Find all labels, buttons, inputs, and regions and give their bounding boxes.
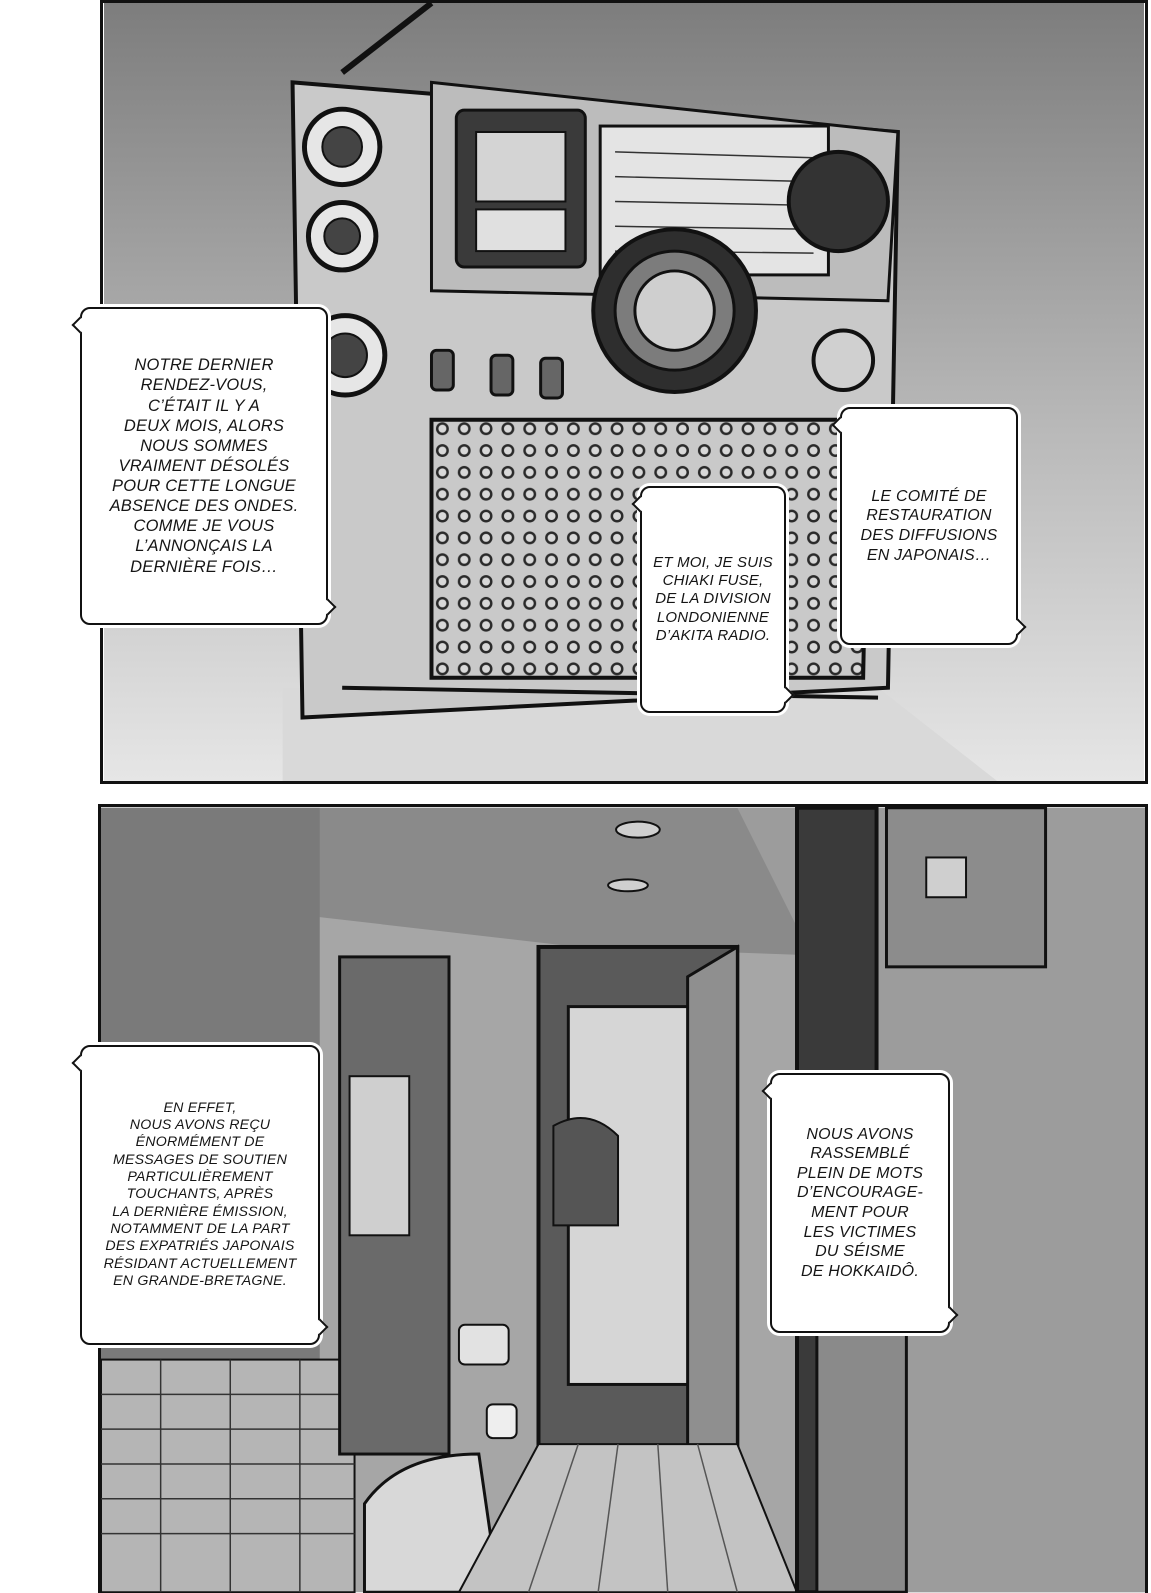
bubble-text: NOTRE DERNIER RENDEZ-VOUS, C’ÉTAIT IL Y A DEUX MOIS, ALORS NOUS SOMMES VRAIMENT DÉSOLÉS POUR CETTE LONGUE ABSENCE DES ONDES. COMME JE VOUS L’ANNONÇAIS LA DERNIÈRE FOIS… [109,356,299,576]
speech-bubble-support-messages [80,1045,320,1345]
bubble-text: NOUS AVONS RASSEMBLÉ PLEIN DE MOTS D’ENCOURAGE- MENT POUR LES VICTIMES DU SÉISME DE HOKKAIDÔ. [796,1125,924,1280]
bubble-text: EN EFFET, NOUS AVONS REÇU ÉNORMÉMENT DE MESSAGES DE SOUTIEN PARTICULIÈREMENT TOUCHANTS, APRÈS LA DERNIÈRE ÉMISSION, NOTAMMENT DE LA PART DES EXPATRIÉS JAPONAIS RÉSIDANT ACTUELLEMENT EN GRANDE-BRETAGNE. [103,1099,297,1289]
speech-bubble-committee [840,407,1018,645]
speech-bubble-encouragement [770,1073,950,1333]
tile-wall [101,1360,355,1593]
radio-body [293,82,898,717]
speech-bubble-last-meeting [80,307,328,625]
speech-bubble-chiaki-fuse [640,486,786,713]
bubble-text: LE COMITÉ DE RESTAURATION DES DIFFUSIONS EN JAPONAIS… [860,487,998,564]
bubble-text: ET MOI, JE SUIS CHIAKI FUSE, DE LA DIVISION LONDONIENNE D’AKITA RADIO. [653,553,773,644]
